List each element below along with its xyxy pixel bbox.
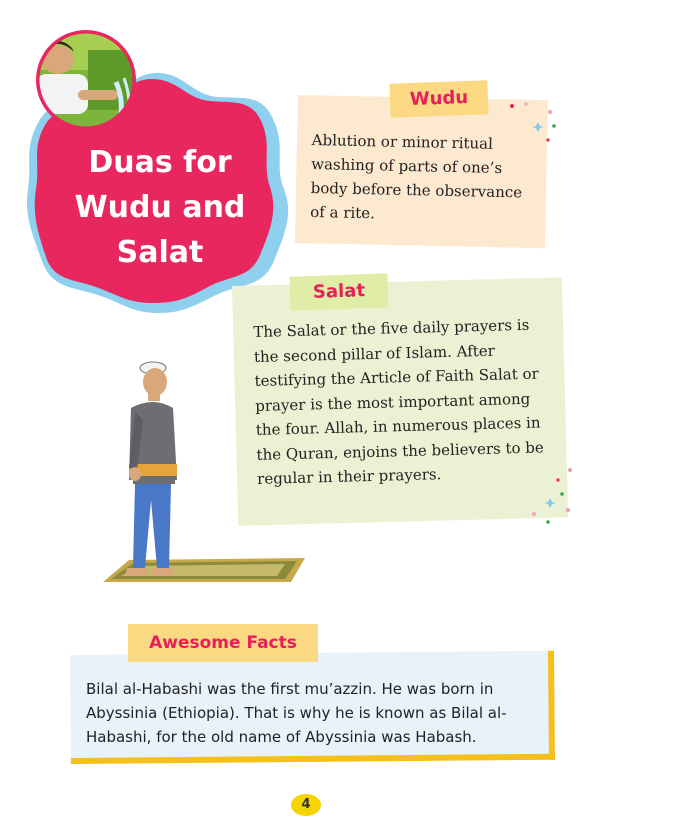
- wudu-photo: [28, 30, 144, 130]
- salat-heading: Salat: [289, 273, 388, 310]
- sparkles-icon: [528, 464, 578, 524]
- praying-man-illustration: [95, 360, 315, 590]
- sparkles-icon: [506, 100, 561, 150]
- salat-description: The Salat or the five daily prayers is the second pillar of Islam. After testifying the Article of Faith Salat or prayer is the most important among the four. Allah, in numerous places in the Quran, enjoins the believers to be regular in their prayers.: [253, 315, 544, 488]
- page-number: 4: [291, 794, 321, 816]
- facts-text: Bilal al-Habashi was the first mu’azzin. He was born in Abyssinia (Ethiopia). That is why he is known as Bilal al-Habashi, for the old name of Abyssinia was Habash.: [86, 680, 507, 746]
- wudu-heading: Wudu: [389, 80, 488, 117]
- page-title: Duas for Wudu and Salat: [74, 145, 246, 270]
- wudu-description: Ablution or minor ritual washing of parts of one’s body before the observance of a rite.: [310, 130, 523, 223]
- facts-heading: Awesome Facts: [128, 624, 318, 662]
